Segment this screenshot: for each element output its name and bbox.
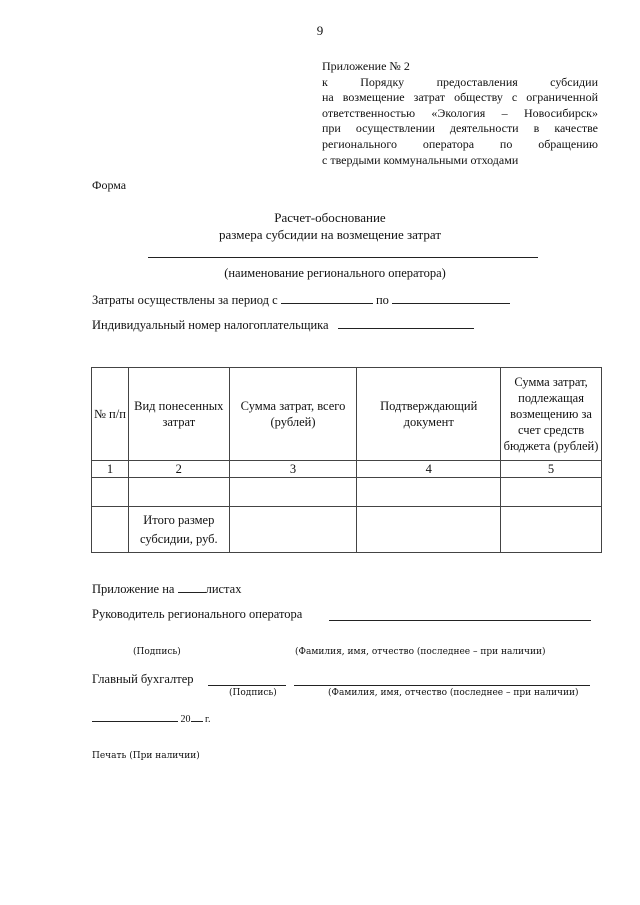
period-end-field[interactable] — [392, 292, 510, 304]
inn-label: Индивидуальный номер налогоплательщика — [92, 318, 329, 332]
date-suffix: г. — [205, 714, 211, 725]
document-title: Расчет-обоснование — [274, 210, 386, 225]
column-number: 3 — [229, 461, 357, 478]
date-day-month-field[interactable] — [92, 712, 178, 722]
date-year-prefix: 20 — [180, 714, 191, 725]
accountant-fio-caption: (Фамилия, имя, отчество (последнее – при наличии) — [328, 688, 579, 698]
form-label: Форма — [92, 178, 127, 192]
operator-caption: (наименование регионального оператора) — [224, 266, 446, 280]
appendix-line: регионального оператора по обращению — [322, 136, 598, 151]
column-number: 4 — [357, 461, 501, 478]
head-row — [92, 607, 302, 622]
appendix-line: ответственностью «Экология – Новосибирск» — [322, 105, 598, 120]
table-cell — [92, 507, 129, 553]
table-header-row — [92, 368, 602, 461]
accountant-signature-caption: (Подпись) — [229, 688, 277, 698]
page-number: 9 — [316, 23, 324, 38]
accountant-label: Главный бухгалтер — [92, 672, 194, 686]
table-cell[interactable] — [357, 507, 501, 553]
attachment-prefix: Приложение на — [92, 582, 175, 596]
document-subtitle: размера субсидии на возмещение затрат — [219, 227, 441, 242]
table-cell[interactable] — [501, 478, 602, 507]
period-to-label: по — [375, 293, 389, 307]
header-cell: Сумма затрат, подлежащая возмещению за счет средств бюджета (рублей) — [501, 368, 602, 461]
accountant-signature-line[interactable] — [208, 685, 286, 686]
accountant-fio-line[interactable] — [294, 685, 590, 686]
appendix-block — [322, 59, 598, 168]
period-label: Затраты осуществлены за период с — [92, 293, 278, 307]
head-signature-line[interactable] — [329, 620, 591, 621]
table-cell[interactable] — [128, 478, 229, 507]
appendix-line: при осуществлении деятельности в качестве — [322, 121, 598, 136]
attachment-pages-field[interactable] — [178, 581, 206, 593]
operator-name-line[interactable] — [148, 257, 538, 258]
table-cell[interactable] — [92, 478, 129, 507]
appendix-line: с твердыми коммунальными отходами — [322, 152, 519, 167]
appendix-title: Приложение № 2 — [322, 59, 410, 73]
head-signature-caption: (Подпись) — [133, 647, 181, 657]
inn-row — [92, 317, 474, 333]
column-number: 1 — [92, 461, 129, 478]
total-label: Итого размер субсидии, руб. — [128, 507, 229, 553]
head-label: Руководитель регионального оператора — [92, 607, 303, 621]
table-cell[interactable] — [357, 478, 501, 507]
table-row — [92, 478, 602, 507]
header-cell: № п/п — [92, 368, 129, 461]
column-number: 2 — [128, 461, 229, 478]
attachment-row — [92, 581, 241, 597]
total-amount-cell[interactable] — [229, 507, 357, 553]
table-cell[interactable] — [229, 478, 357, 507]
inn-field[interactable] — [338, 317, 474, 329]
header-cell: Подтверждающий документ — [357, 368, 501, 461]
period-row — [92, 292, 510, 308]
header-cell: Сумма затрат, всего (рублей) — [229, 368, 357, 461]
total-reimbursable-cell[interactable] — [501, 507, 602, 553]
calculation-table — [91, 367, 602, 553]
table-number-row — [92, 461, 602, 478]
period-start-field[interactable] — [281, 292, 373, 304]
accountant-row — [92, 672, 194, 687]
head-fio-caption: (Фамилия, имя, отчество (последнее – при наличии) — [295, 647, 546, 657]
date-year-field[interactable] — [191, 712, 203, 722]
header-cell: Вид понесенных затрат — [128, 368, 229, 461]
table-total-row — [92, 507, 602, 553]
appendix-line: к Порядку предоставления субсидии — [322, 74, 598, 89]
stamp-note: Печать (При наличии) — [92, 751, 200, 761]
column-number: 5 — [501, 461, 602, 478]
date-row — [92, 712, 210, 725]
attachment-suffix: листах — [205, 582, 242, 596]
appendix-line: на возмещение затрат обществу с ограниченной — [322, 90, 598, 105]
